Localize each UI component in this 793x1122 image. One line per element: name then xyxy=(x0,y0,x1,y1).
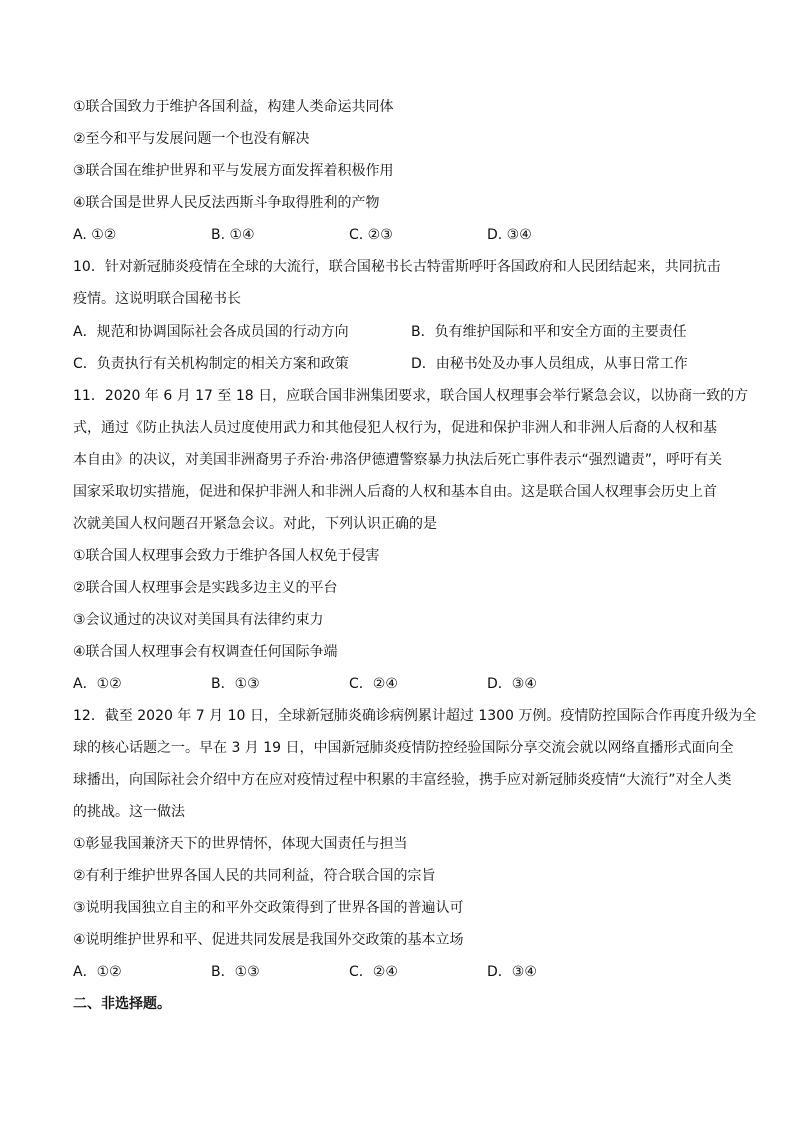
q11-stem-line-3: 本自由》的决议，对美国非洲裔男子乔治·弗洛伊德遭警察暴力执法后死亡事件表示“强烈谴责”，呼吁有关 xyxy=(73,452,722,468)
q11-option-d: D．③④ xyxy=(487,676,537,692)
q11-statement-4: ④联合国人权理事会有权调查任何国际争端 xyxy=(73,644,338,660)
q9-statement-4: ④联合国是世界人民反法西斯斗争取得胜利的产物 xyxy=(73,195,380,211)
q12-statement-4: ④说明维护世界和平、促进共同发展是我国外交政策的基本立场 xyxy=(73,932,464,948)
q11-stem-line-2: 式，通过《防止执法人员过度使用武力和其他侵犯人权行为，促进和保护非洲人和非洲人后裔的人权和基 xyxy=(73,420,717,436)
q9-option-b: B. ①④ xyxy=(211,227,255,243)
q12-statement-3: ③说明我国独立自主的和平外交政策得到了世界各国的普遍认可 xyxy=(73,900,464,916)
q12-option-d: D．③④ xyxy=(487,964,537,980)
q10-option-c: C．负责执行有关机构制定的相关方案和政策 xyxy=(73,356,349,372)
q9-option-d: D. ③④ xyxy=(487,227,532,243)
q10-options-row-2 xyxy=(73,354,725,374)
q11-stem-line-4: 国家采取切实措施，促进和保护非洲人和非洲人后裔的人权和基本自由。这是联合国人权理事会历史上首 xyxy=(73,484,717,500)
q9-statement-1: ①联合国致力于维护各国利益，构建人类命运共同体 xyxy=(73,99,394,115)
q11-stem-line-1: 11．2020 年 6 月 17 至 18 日，应联合国非洲集团要求，联合国人权理事会举行紧急会议，以协商一致的方 xyxy=(73,388,749,404)
q12-stem-line-2: 球的核心话题之一。早在 3 月 19 日，中国新冠肺炎疫情防控经验国际分享交流会就以网络直播形式面向全 xyxy=(73,740,734,756)
q11-statement-2: ②联合国人权理事会是实践多边主义的平台 xyxy=(73,580,338,596)
q10-stem-line-1: 10．针对新冠肺炎疫情在全球的大流行，联合国秘书长古特雷斯呼吁各国政府和人民团结起来，共同抗击 xyxy=(73,259,721,275)
q12-option-a: A．①② xyxy=(73,964,122,980)
q11-option-b: B．①③ xyxy=(211,676,260,692)
q10-option-b: B．负有维护国际和平和安全方面的主要责任 xyxy=(411,324,687,340)
q10-options-row-1 xyxy=(73,322,725,342)
q12-statement-1: ①彰显我国兼济天下的世界情怀，体现大国责任与担当 xyxy=(73,836,408,852)
q9-option-a: A. ①② xyxy=(73,227,117,243)
q11-options xyxy=(73,674,725,694)
q12-stem-line-1: 12．截至 2020 年 7 月 10 日，全球新冠肺炎确诊病例累计超过 1300 万例。疫情防控国际合作再度升级为全 xyxy=(73,708,757,724)
q12-stem-line-4: 的挑战。这一做法 xyxy=(73,804,185,820)
q12-options xyxy=(73,962,725,982)
q11-statement-1: ①联合国人权理事会致力于维护各国人权免于侵害 xyxy=(73,548,380,564)
q12-option-c: C．②④ xyxy=(349,964,398,980)
q9-statement-2: ②至今和平与发展问题一个也没有解决 xyxy=(73,131,310,147)
q12-option-b: B．①③ xyxy=(211,964,260,980)
q9-statement-3: ③联合国在维护世界和平与发展方面发挥着积极作用 xyxy=(73,163,394,179)
q11-statement-3: ③会议通过的决议对美国具有法律约束力 xyxy=(73,612,324,628)
q11-stem-line-5: 次就美国人权问题召开紧急会议。对此，下列认识正确的是 xyxy=(73,516,437,532)
q11-option-a: A．①② xyxy=(73,676,122,692)
q9-options xyxy=(73,225,725,245)
q11-option-c: C．②④ xyxy=(349,676,398,692)
q10-option-d: D．由秘书处及办事人员组成，从事日常工作 xyxy=(411,356,688,372)
q12-statement-2: ②有利于维护世界各国人民的共同利益，符合联合国的宗旨 xyxy=(73,868,436,884)
section-2-heading: 二、非选择题。 xyxy=(73,996,171,1012)
q10-option-a: A．规范和协调国际社会各成员国的行动方向 xyxy=(73,324,349,340)
q12-stem-line-3: 球播出，向国际社会介绍中方在应对疫情过程中积累的丰富经验，携手应对新冠肺炎疫情“大流行”对全人类 xyxy=(73,772,732,788)
q9-option-c: C. ②③ xyxy=(349,227,393,243)
q10-stem-line-2: 疫情。这说明联合国秘书长 xyxy=(73,291,241,307)
